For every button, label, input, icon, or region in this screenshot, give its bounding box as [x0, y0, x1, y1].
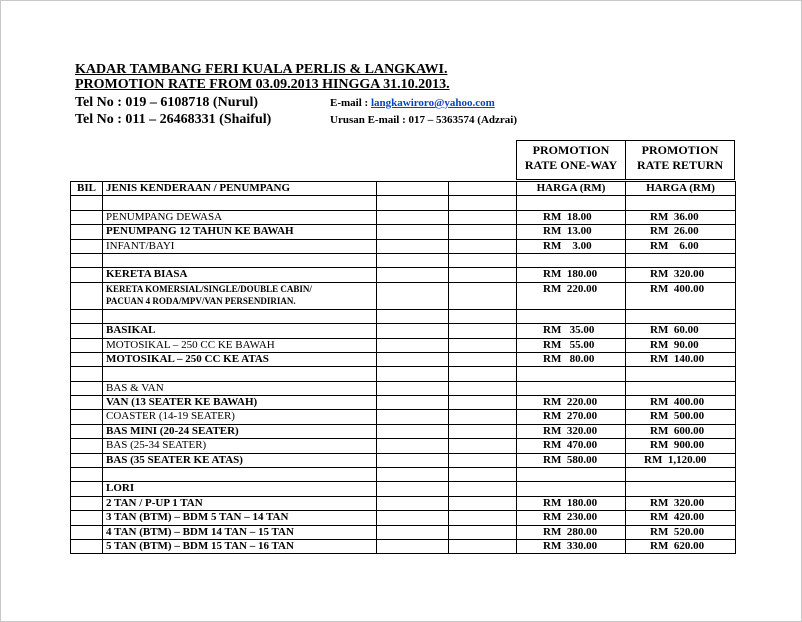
vehicle-name-cell: [103, 396, 377, 410]
vehicle-name: BAS & VAN: [106, 381, 164, 394]
vehicle-name: BASIKAL: [106, 324, 156, 337]
blank-cell: [449, 424, 517, 438]
one-way-price-cell: [517, 439, 626, 453]
blank-cell: [377, 268, 449, 282]
one-way-price-cell: [517, 410, 626, 424]
one-way-price-cell: [517, 424, 626, 438]
table-row: [71, 367, 736, 381]
bil-cell: [71, 253, 103, 267]
table-row: [71, 381, 736, 395]
one-way-price-cell: [517, 196, 626, 210]
vehicle-name: LORI: [106, 482, 135, 495]
bil-cell: [71, 381, 103, 395]
return-price: RM 600.00: [650, 424, 705, 437]
vehicle-name-cell: [103, 453, 377, 467]
vehicle-name: KERETA BIASA: [106, 268, 188, 281]
one-way-price: RM 230.00: [543, 511, 598, 524]
return-price-cell: [626, 239, 736, 253]
return-price: RM 400.00: [650, 282, 705, 295]
table-row: [71, 511, 736, 525]
blank-cell: [377, 410, 449, 424]
one-way-price: RM 3.00: [543, 239, 592, 252]
return-price: RM 320.00: [650, 268, 705, 281]
blank-cell: [449, 196, 517, 210]
title-line-1: KADAR TAMBANG FERI KUALA PERLIS & LANGKAWI.: [75, 62, 448, 77]
vehicle-name-cell: [103, 424, 377, 438]
col-bil-header: BIL: [71, 182, 103, 196]
vehicle-name-cell: [103, 468, 377, 482]
one-way-price: RM 35.00: [543, 324, 595, 337]
bil-cell: [71, 482, 103, 496]
return-price-cell: [626, 539, 736, 553]
return-price: RM 60.00: [650, 324, 699, 337]
one-way-price-cell: [517, 338, 626, 352]
one-way-price: RM 13.00: [543, 225, 592, 238]
bil-cell: [71, 324, 103, 338]
return-price: RM 500.00: [650, 410, 705, 423]
return-price-cell: [626, 282, 736, 309]
one-way-price-cell: [517, 539, 626, 553]
blank-cell: [449, 210, 517, 224]
blank-cell: [377, 424, 449, 438]
return-price-cell: [626, 210, 736, 224]
one-way-price: RM 220.00: [543, 396, 598, 409]
blank-cell: [449, 324, 517, 338]
vehicle-name: MOTOSIKAL – 250 CC KE ATAS: [106, 352, 269, 365]
blank-cell: [377, 496, 449, 510]
table-row: [71, 525, 736, 539]
blank-cell: [449, 253, 517, 267]
return-price: RM 36.00: [650, 210, 699, 223]
blank-header-cell: [377, 182, 449, 196]
table-row: [71, 539, 736, 553]
bil-cell: [71, 196, 103, 210]
vehicle-name: 3 TAN (BTM) – BDM 5 TAN – 14 TAN: [106, 511, 289, 524]
one-way-price: RM 220.00: [543, 282, 598, 295]
one-way-price-cell: [517, 268, 626, 282]
blank-cell: [377, 210, 449, 224]
table-row: [71, 496, 736, 510]
table-row: [71, 352, 736, 366]
one-way-price-cell: [517, 453, 626, 467]
one-way-price-cell: [517, 482, 626, 496]
blank-cell: [377, 282, 449, 309]
blank-cell: [449, 511, 517, 525]
one-way-price-cell: [517, 525, 626, 539]
blank-cell: [377, 453, 449, 467]
table-row: [71, 239, 736, 253]
vehicle-name-cell: [103, 282, 377, 309]
blank-cell: [377, 482, 449, 496]
bil-cell: [71, 282, 103, 309]
table-row: [71, 268, 736, 282]
one-way-price: RM 270.00: [543, 410, 598, 423]
one-way-price: RM 320.00: [543, 424, 598, 437]
urusan-email-line: Urusan E-mail : 017 – 5363574 (Adzrai): [330, 114, 517, 126]
one-way-price-cell: [517, 210, 626, 224]
return-price-cell: [626, 268, 736, 282]
vehicle-name-cell: [103, 482, 377, 496]
table-row: [71, 396, 736, 410]
one-way-price-cell: [517, 352, 626, 366]
vehicle-name-cell: [103, 239, 377, 253]
bil-cell: [71, 468, 103, 482]
blank-cell: [377, 525, 449, 539]
bil-cell: [71, 396, 103, 410]
vehicle-name-cell: [103, 511, 377, 525]
table-row: [71, 338, 736, 352]
return-price-cell: [626, 511, 736, 525]
vehicle-name-cell: [103, 410, 377, 424]
one-way-price-cell: [517, 396, 626, 410]
one-way-price: RM 330.00: [543, 539, 598, 552]
table-row: [71, 410, 736, 424]
promo-one-way-header: [516, 140, 626, 180]
one-way-price: RM 180.00: [543, 268, 598, 281]
vehicle-name-cell: [103, 268, 377, 282]
telephone-shaiful: Tel No : 011 – 26468331 (Shaiful): [75, 112, 272, 127]
blank-cell: [449, 381, 517, 395]
return-price-cell: [626, 225, 736, 239]
telephone-nurul: Tel No : 019 – 6108718 (Nurul): [75, 95, 259, 110]
blank-cell: [377, 225, 449, 239]
vehicle-name: BAS (25-34 SEATER): [106, 439, 207, 452]
blank-cell: [377, 511, 449, 525]
blank-cell: [449, 338, 517, 352]
bil-cell: [71, 225, 103, 239]
bil-cell: [71, 210, 103, 224]
return-price-cell: [626, 309, 736, 323]
blank-cell: [449, 439, 517, 453]
return-price: RM 6.00: [650, 239, 699, 252]
one-way-price: RM 280.00: [543, 525, 598, 538]
return-price-cell: [626, 396, 736, 410]
blank-cell: [449, 239, 517, 253]
return-price-cell: [626, 496, 736, 510]
vehicle-name: 5 TAN (BTM) – BDM 15 TAN – 16 TAN: [106, 539, 294, 552]
blank-cell: [377, 439, 449, 453]
title-line-2: PROMOTION RATE FROM 03.09.2013 HINGGA 31.10.2013.: [75, 77, 450, 92]
blank-cell: [449, 525, 517, 539]
return-price-cell: [626, 439, 736, 453]
blank-cell: [449, 453, 517, 467]
col-jenis-header: JENIS KENDERAAN / PENUMPANG: [103, 182, 377, 196]
vehicle-name: BAS MINI (20-24 SEATER): [106, 424, 239, 437]
one-way-price: RM 580.00: [543, 453, 598, 466]
vehicle-name-cell: [103, 309, 377, 323]
return-price-cell: [626, 468, 736, 482]
table-row: [71, 439, 736, 453]
blank-cell: [449, 367, 517, 381]
bil-cell: [71, 268, 103, 282]
promo-one-way-line1: PROMOTION: [532, 143, 610, 157]
vehicle-name-cell: [103, 367, 377, 381]
bil-cell: [71, 338, 103, 352]
return-price: RM 26.00: [650, 225, 699, 238]
blank-cell: [449, 410, 517, 424]
vehicle-name-cell: [103, 338, 377, 352]
table-row: [71, 196, 736, 210]
vehicle-name: VAN (13 SEATER KE BAWAH): [106, 396, 258, 409]
vehicle-name: INFANT/BAYI: [106, 239, 175, 252]
blank-cell: [377, 239, 449, 253]
return-price-cell: [626, 253, 736, 267]
return-price-cell: [626, 424, 736, 438]
vehicle-name-cell: [103, 496, 377, 510]
one-way-price-cell: [517, 309, 626, 323]
blank-cell: [377, 352, 449, 366]
bil-cell: [71, 496, 103, 510]
vehicle-name: BAS (35 SEATER KE ATAS): [106, 453, 243, 466]
table-row: [71, 453, 736, 467]
return-price: RM 90.00: [650, 338, 699, 351]
one-way-price: RM 470.00: [543, 439, 598, 452]
blank-cell: [377, 468, 449, 482]
vehicle-name: 2 TAN / P-UP 1 TAN: [106, 496, 203, 509]
return-price-cell: [626, 367, 736, 381]
return-price: RM 900.00: [650, 439, 705, 452]
table-row: [71, 225, 736, 239]
vehicle-name-cell: [103, 381, 377, 395]
blank-cell: [449, 225, 517, 239]
bil-cell: [71, 539, 103, 553]
one-way-price-cell: [517, 253, 626, 267]
return-price-cell: [626, 338, 736, 352]
one-way-price-cell: [517, 381, 626, 395]
one-way-price-cell: [517, 468, 626, 482]
vehicle-name-cell: [103, 324, 377, 338]
return-price: RM 400.00: [650, 396, 705, 409]
promo-return-line1: PROMOTION: [641, 143, 719, 157]
one-way-price-cell: [517, 496, 626, 510]
blank-cell: [449, 352, 517, 366]
return-price: RM 420.00: [650, 511, 705, 524]
email-label: E-mail :: [330, 97, 371, 109]
return-price-cell: [626, 352, 736, 366]
vehicle-name-cell: [103, 210, 377, 224]
bil-cell: [71, 453, 103, 467]
vehicle-name-cell: [103, 539, 377, 553]
promo-one-way-line2: RATE ONE-WAY: [524, 158, 618, 172]
vehicle-name: PENUMPANG DEWASA: [106, 210, 223, 223]
email-link[interactable]: langkawiroro@yahoo.com: [370, 97, 495, 109]
bil-cell: [71, 511, 103, 525]
return-price: RM 520.00: [650, 525, 705, 538]
return-price-cell: [626, 482, 736, 496]
vehicle-name: PENUMPANG 12 TAHUN KE BAWAH: [106, 225, 294, 238]
bil-cell: [71, 525, 103, 539]
email-line: [330, 97, 495, 109]
bil-cell: [71, 239, 103, 253]
blank-cell: [449, 496, 517, 510]
vehicle-name-cell: [103, 439, 377, 453]
one-way-price-cell: [517, 225, 626, 239]
table-row: [71, 424, 736, 438]
blank-cell: [377, 539, 449, 553]
table-row: [71, 468, 736, 482]
blank-cell: [377, 324, 449, 338]
return-price-cell: [626, 324, 736, 338]
return-price: RM 320.00: [650, 496, 705, 509]
table-row: [71, 309, 736, 323]
table-row: [71, 253, 736, 267]
bil-cell: [71, 309, 103, 323]
vehicle-name-cell: [103, 352, 377, 366]
blank-cell: [449, 282, 517, 309]
fare-table: [70, 181, 736, 554]
vehicle-name-cell: [103, 253, 377, 267]
col-harga-return-header: HARGA (RM): [626, 182, 736, 196]
return-price-cell: [626, 196, 736, 210]
vehicle-name-line2: PACUAN 4 RODA/MPV/VAN PERSENDIRIAN.: [106, 295, 296, 306]
return-price: RM 1,120.00: [644, 453, 707, 466]
one-way-price-cell: [517, 324, 626, 338]
one-way-price: RM 18.00: [543, 210, 592, 223]
return-price-cell: [626, 381, 736, 395]
return-price: RM 620.00: [650, 539, 705, 552]
one-way-price-cell: [517, 282, 626, 309]
table-row: [71, 482, 736, 496]
blank-cell: [377, 338, 449, 352]
return-price-cell: [626, 525, 736, 539]
one-way-price: RM 80.00: [543, 352, 595, 365]
blank-cell: [449, 482, 517, 496]
vehicle-name: 4 TAN (BTM) – BDM 14 TAN – 15 TAN: [106, 525, 294, 538]
blank-cell: [377, 253, 449, 267]
blank-cell: [377, 381, 449, 395]
vehicle-name-cell: [103, 525, 377, 539]
blank-cell: [377, 367, 449, 381]
bil-cell: [71, 367, 103, 381]
vehicle-name: MOTOSIKAL – 250 CC KE BAWAH: [106, 338, 275, 351]
blank-cell: [449, 309, 517, 323]
table-row: [71, 210, 736, 224]
promo-return-header: [625, 140, 735, 180]
blank-cell: [449, 539, 517, 553]
one-way-price-cell: [517, 511, 626, 525]
one-way-price-cell: [517, 367, 626, 381]
vehicle-name: COASTER (14-19 SEATER): [106, 410, 235, 423]
col-harga-one-way-header: HARGA (RM): [517, 182, 626, 196]
blank-cell: [377, 396, 449, 410]
bil-cell: [71, 424, 103, 438]
blank-header-cell: [449, 182, 517, 196]
one-way-price-cell: [517, 239, 626, 253]
return-price-cell: [626, 410, 736, 424]
return-price-cell: [626, 453, 736, 467]
table-row: [71, 324, 736, 338]
blank-cell: [449, 268, 517, 282]
blank-cell: [449, 468, 517, 482]
one-way-price: RM 55.00: [543, 338, 595, 351]
table-header-row: [71, 182, 736, 196]
vehicle-name-cell: [103, 196, 377, 210]
promo-return-line2: RATE RETURN: [636, 158, 724, 172]
vehicle-name: KERETA KOMERSIAL/SINGLE/DOUBLE CABIN/: [106, 283, 312, 294]
return-price: RM 140.00: [650, 352, 705, 365]
bil-cell: [71, 410, 103, 424]
bil-cell: [71, 352, 103, 366]
blank-cell: [449, 396, 517, 410]
one-way-price: RM 180.00: [543, 496, 598, 509]
blank-cell: [377, 309, 449, 323]
vehicle-name-cell: [103, 225, 377, 239]
table-row: [71, 282, 736, 309]
blank-cell: [377, 196, 449, 210]
bil-cell: [71, 439, 103, 453]
